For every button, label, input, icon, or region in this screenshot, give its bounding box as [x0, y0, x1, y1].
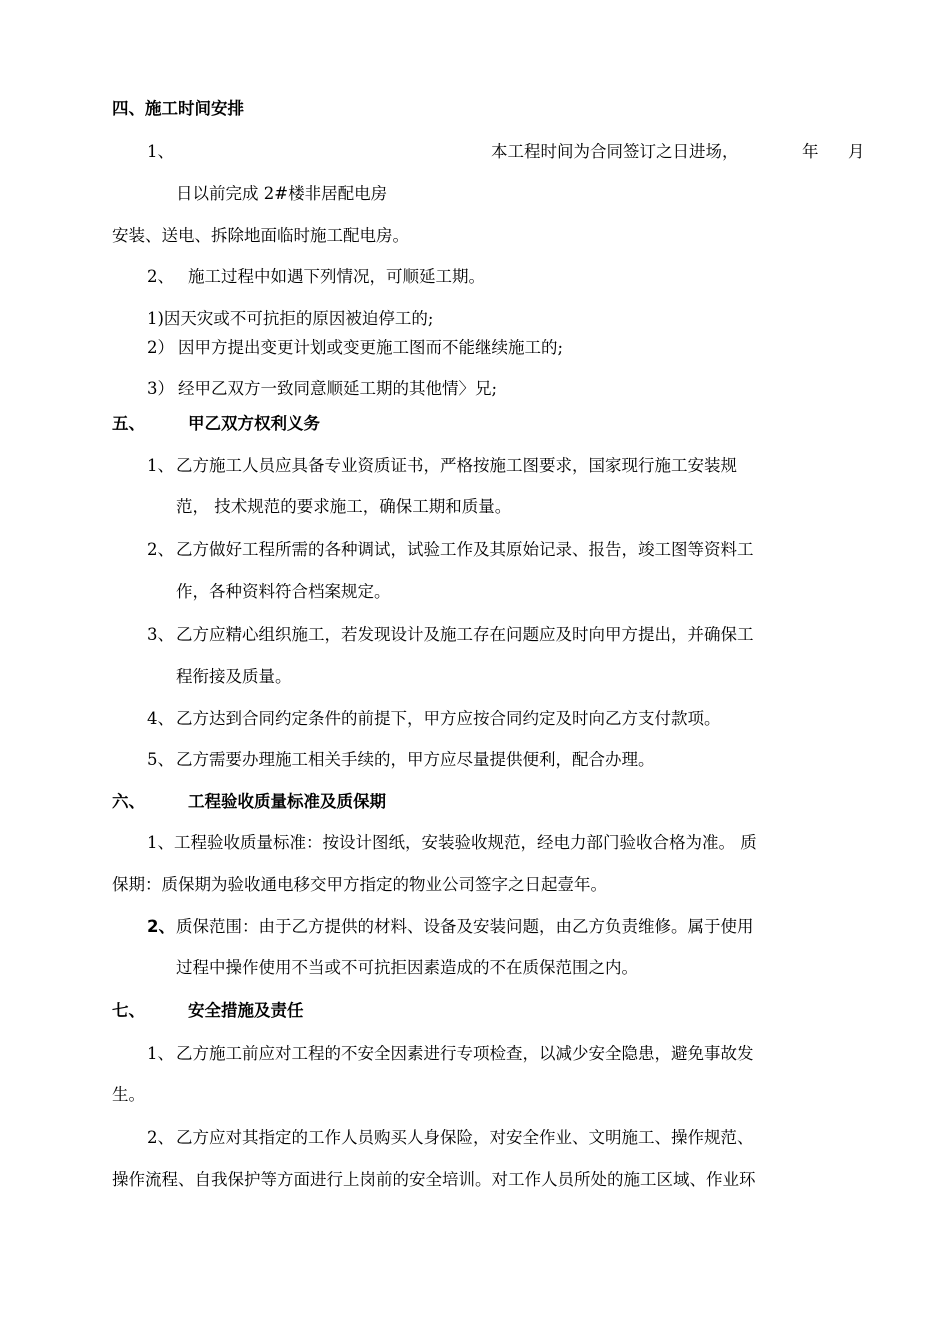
sec6-p2-line2: 过程中操作使用不当或不可抗拒因素造成的不在质保范围之内。: [176, 958, 638, 977]
sec5-p1-number: 1、: [147, 456, 174, 475]
sec5-p2-number: 2、: [147, 540, 174, 559]
sec4-p1-text: 本工程时间为合同签订之日进场，: [491, 142, 739, 161]
sec5-p4-number: 4、: [147, 709, 174, 728]
section-7-heading-number: 七、: [112, 1001, 145, 1020]
section-4-heading: 四、施工时间安排: [112, 99, 244, 118]
sec4-item-2: 因甲方提出变更计划或变更施工图而不能继续施工的;: [178, 338, 564, 357]
sec5-p5-number: 5、: [147, 750, 174, 769]
sec5-p3-number: 3、: [147, 625, 174, 644]
section-7-heading: 安全措施及责任: [188, 1001, 304, 1020]
sec6-p2-number: 2、: [147, 917, 175, 936]
sec7-p1-line1: 乙方施工前应对工程的不安全因素进行专项检查，以减少安全隐患，避免事故发: [176, 1044, 754, 1063]
sec5-p3-line2: 程衔接及质量。: [176, 667, 292, 686]
sec5-p1-line1: 乙方施工人员应具备专业资质证书，严格按施工图要求，国家现行施工安装规: [176, 456, 737, 475]
sec4-item-3-number: 3）: [147, 379, 174, 398]
sec5-p1-line2: 范， 技术规范的要求施工，确保工期和质量。: [176, 497, 512, 516]
sec4-item-1: 1)因天灾或不可抗拒的原因被迫停工的;: [147, 309, 434, 328]
sec7-p2-line2: 操作流程、自我保护等方面进行上岗前的安全培训。对工作人员所处的施工区域、作业环: [112, 1170, 756, 1189]
sec7-p2-line1: 乙方应对其指定的工作人员购买人身保险，对安全作业、文明施工、操作规范、: [176, 1128, 754, 1147]
sec4-p2-text: 施工过程中如遇下列情况，可顺延工期。: [188, 267, 485, 286]
sec4-p1-year: 年: [802, 142, 819, 161]
sec5-p2-line2: 作，各种资料符合档案规定。: [176, 582, 391, 601]
sec6-p2-line1: 质保范围：由于乙方提供的材料、设备及安装问题，由乙方负责维修。属于使用: [176, 917, 754, 936]
section-5-heading-number: 五、: [112, 414, 145, 433]
sec4-p1-month: 月: [848, 142, 865, 161]
sec7-p2-number: 2、: [147, 1128, 174, 1147]
sec5-p5-text: 乙方需要办理施工相关手续的，甲方应尽量提供便利，配合办理。: [176, 750, 655, 769]
sec4-p2-number: 2、: [147, 267, 174, 286]
sec4-item-3: 经甲乙双方一致同意顺延工期的其他情〉兄;: [178, 379, 498, 398]
sec7-p1-line2: 生。: [112, 1085, 145, 1104]
section-6-heading: 工程验收质量标准及质保期: [188, 792, 386, 811]
sec4-p1-line3: 安装、送电、拆除地面临时施工配电房。: [112, 226, 409, 245]
sec4-p1-line2: 日以前完成 2#楼非居配电房: [176, 184, 388, 203]
sec5-p2-line1: 乙方做好工程所需的各种调试，试验工作及其原始记录、报告，竣工图等资料工: [176, 540, 754, 559]
sec6-p1-line1: 1、工程验收质量标准：按设计图纸，安装验收规范，经电力部门验收合格为准。 质: [147, 833, 757, 852]
sec7-p1-number: 1、: [147, 1044, 174, 1063]
section-5-heading: 甲乙双方权利义务: [188, 414, 320, 433]
sec4-p1-number: 1、: [147, 142, 174, 161]
section-6-heading-number: 六、: [112, 792, 145, 811]
sec5-p3-line1: 乙方应精心组织施工，若发现设计及施工存在问题应及时向甲方提出，并确保工: [176, 625, 754, 644]
sec6-p1-line2: 保期：质保期为验收通电移交甲方指定的物业公司签字之日起壹年。: [112, 875, 607, 894]
sec5-p4-text: 乙方达到合同约定条件的前提下，甲方应按合同约定及时向乙方支付款项。: [176, 709, 721, 728]
sec4-item-2-number: 2）: [147, 338, 174, 357]
